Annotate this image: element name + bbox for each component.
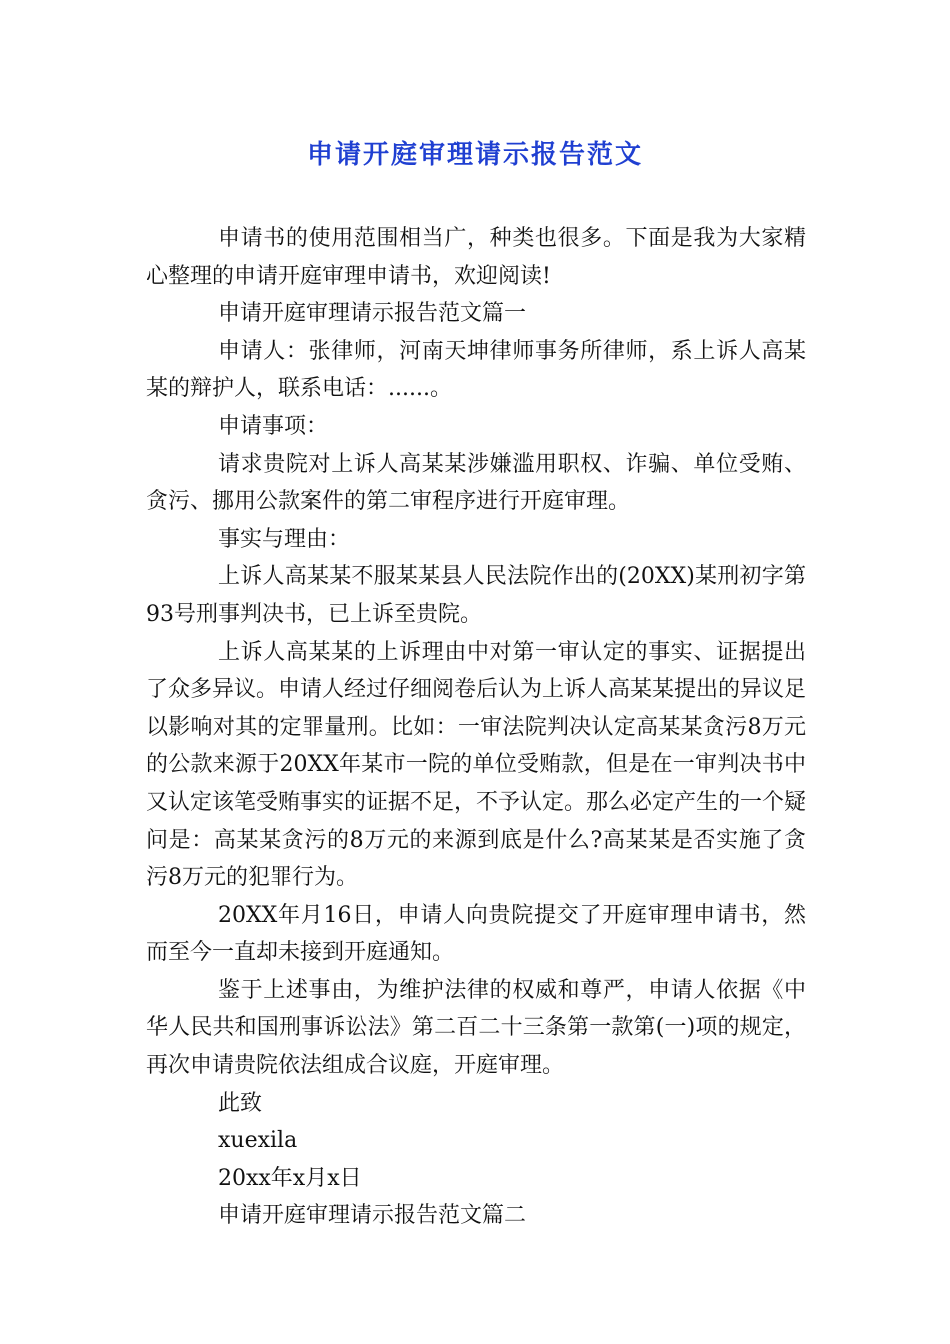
paragraph-facts-2: 上诉人高某某的上诉理由中对第一审认定的事实、证据提出了众多异议。申请人经过仔细阅卷后认为上诉人高某某提出的异议足以影响对其的定罪量刑。比如：一审法院判决认定高某某贪污8万元的公款来源于20XX年某市一院的单位受贿款，但是在一审判决书中又认定该笔受贿事实的证据不足，不予认定。那么必定产生的一个疑问是：高某某贪污的8万元的来源到底是什么?高某某是否实施了贪污8万元的犯罪行为。 [146,639,807,891]
paragraph-facts-1: 上诉人高某某不服某某县人民法院作出的(20XX)某刑初字第93号刑事判决书，已上诉至贵院。 [146,564,806,627]
paragraph-section-heading-2: 申请开庭审理请示报告范文篇二 [218,1203,527,1229]
document-title: 申请开庭审理请示报告范文 [306,140,643,170]
paragraph-facts-3: 20XX年月16日，申请人向贵院提交了开庭审理申请书，然而至今一直却未接到开庭通知。 [146,902,806,966]
paragraph-request-heading: 申请事项： [218,413,329,439]
paragraph-request: 请求贵院对上诉人高某某涉嫌滥用职权、诈骗、单位受贿、贪污、挪用公款案件的第二审程序进行开庭审理。 [146,451,806,515]
paragraph-salutation: 此致 [218,1090,263,1116]
paragraph-intro: 申请书的使用范围相当广，种类也很多。下面是我为大家精心整理的申请开庭审理申请书，欢迎阅读! [146,226,806,289]
paragraph-applicant: 申请人：张律师，河南天坤律师事务所律师，系上诉人高某某的辩护人，联系电话：......。 [146,338,806,402]
paragraph-addressee: xuexila [218,1128,298,1154]
paragraph-facts-heading: 事实与理由： [218,526,351,552]
paragraph-facts-4: 鉴于上述事由，为维护法律的权威和尊严，申请人依据《中华人民共和国刑事诉讼法》第二百二十三条第一款第(一)项的规定，再次申请贵院依法组成合议庭，开庭审理。 [146,977,806,1079]
document-body [146,220,806,1235]
paragraph-section-heading-1: 申请开庭审理请示报告范文篇一 [218,301,527,327]
paragraph-date: 20xx年x月x日 [218,1165,362,1191]
